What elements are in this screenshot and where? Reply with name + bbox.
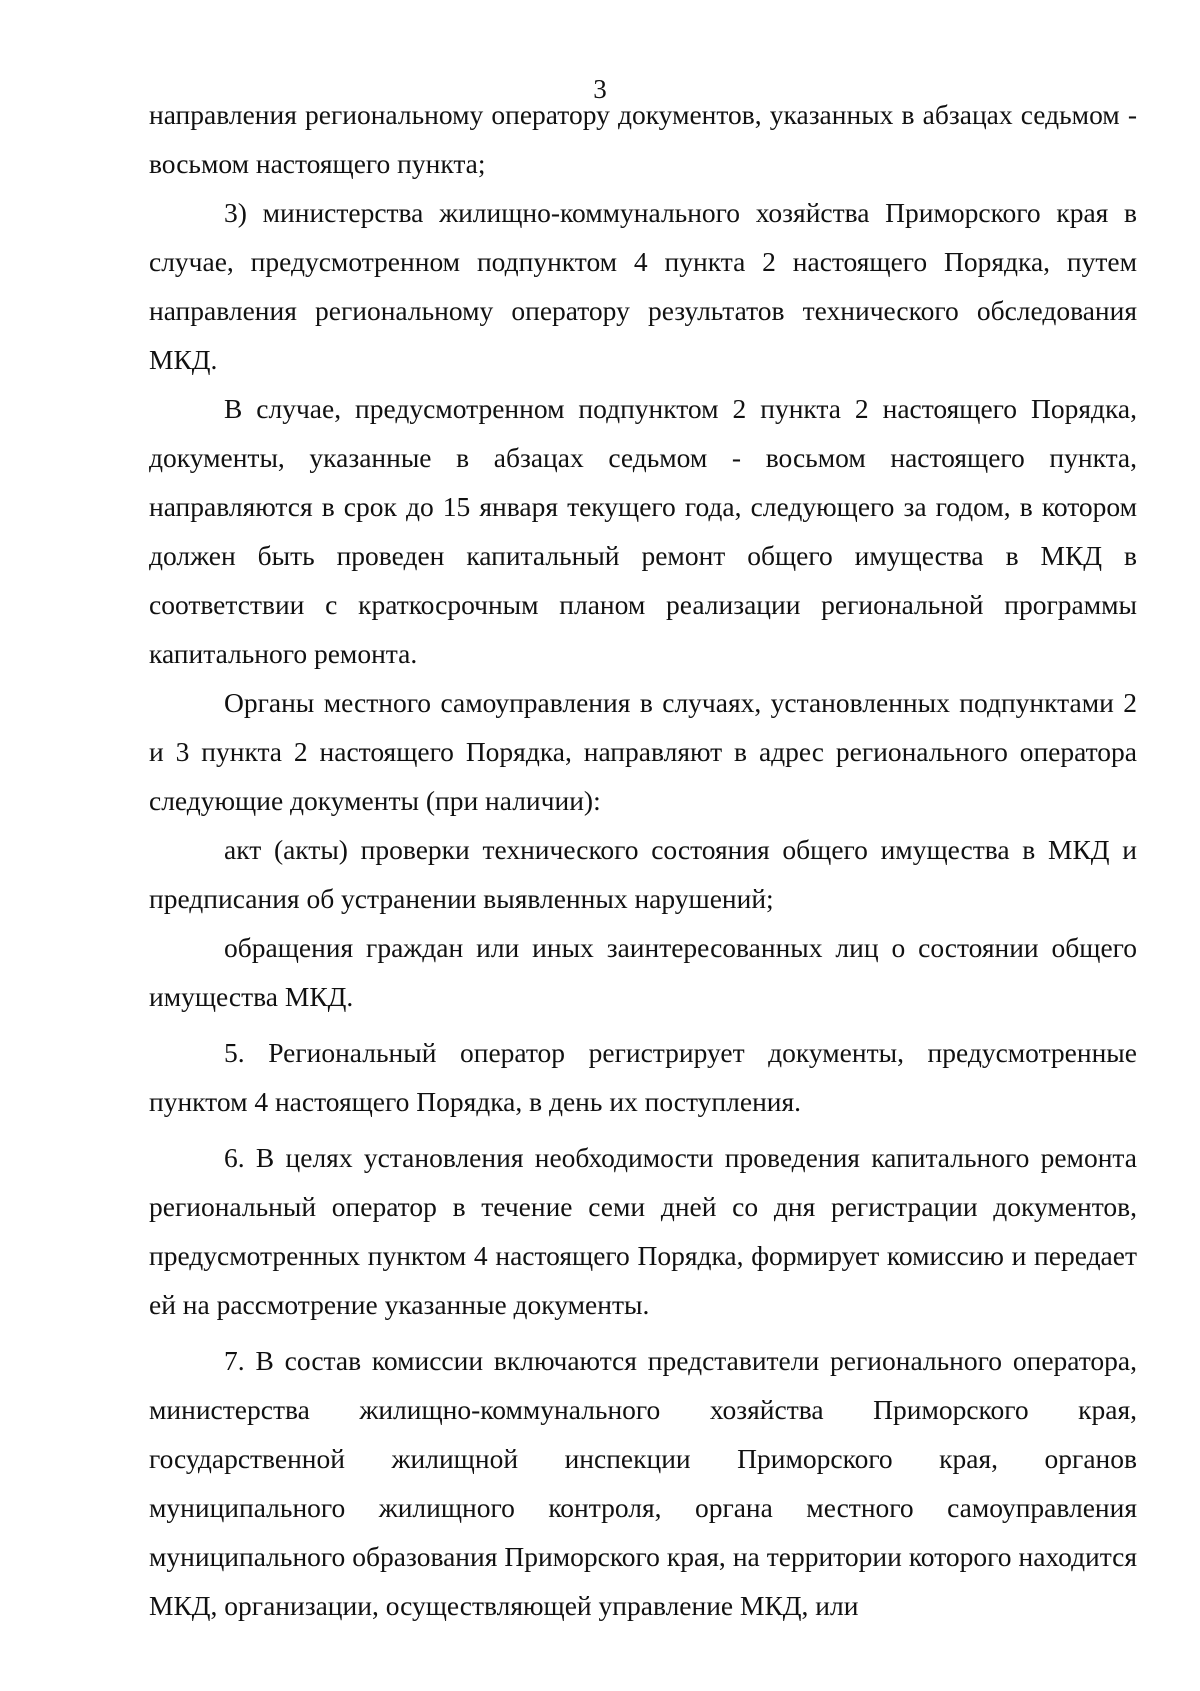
document-body bbox=[149, 90, 1137, 1630]
paragraph-inspection-act: акт (акты) проверки технического состояния общего имущества в МКД и предписания об устранении выявленных нарушений; bbox=[149, 834, 1137, 914]
page-number: 3 bbox=[593, 74, 607, 104]
paragraph-citizen-appeals: обращения граждан или иных заинтересованных лиц о состоянии общего имущества МКД. bbox=[149, 932, 1137, 1012]
paragraph-item-6: 6. В целях установления необходимости проведения капитального ремонта региональный оператор в течение семи дней со дня регистрации документов, предусмотренных пунктом 4 настоящего Порядка, формирует комиссию и передает ей на рассмотрение указанные документы. bbox=[149, 1142, 1137, 1320]
paragraph-deadline: В случае, предусмотренном подпунктом 2 пункта 2 настоящего Порядка, документы, указанные в абзацах седьмом - восьмом настоящего пункта, направляются в срок до 15 января текущего года, следующего за годом, в котором должен быть проведен капитальный ремонт общего имущества в МКД в соответствии с краткосрочным планом реализации региональной программы капитального ремонта. bbox=[149, 393, 1137, 669]
paragraph-continuation: направления региональному оператору документов, указанных в абзацах седьмом - восьмом настоящего пункта; bbox=[149, 99, 1137, 179]
paragraph-item-5: 5. Региональный оператор регистрирует документы, предусмотренные пунктом 4 настоящего Порядка, в день их поступления. bbox=[149, 1037, 1137, 1117]
paragraph-item-7: 7. В состав комиссии включаются представители регионального оператора, министерства жилищно-коммунального хозяйства Приморского края, государственной жилищной инспекции Приморского края, органов муниципального жилищного контроля, органа местного самоуправления муниципального образования Приморского края, на территории которого находится МКД, организации, осуществляющей управление МКД, или bbox=[149, 1345, 1137, 1621]
paragraph-subitem-3: 3) министерства жилищно-коммунального хозяйства Приморского края в случае, предусмотренном подпунктом 4 пункта 2 настоящего Порядка, путем направления региональному оператору результатов технического обследования МКД. bbox=[149, 197, 1137, 375]
paragraph-local-authorities: Органы местного самоуправления в случаях, установленных подпунктами 2 и 3 пункта 2 настоящего Порядка, направляют в адрес регионального оператора следующие документы (при наличии): bbox=[149, 687, 1137, 816]
